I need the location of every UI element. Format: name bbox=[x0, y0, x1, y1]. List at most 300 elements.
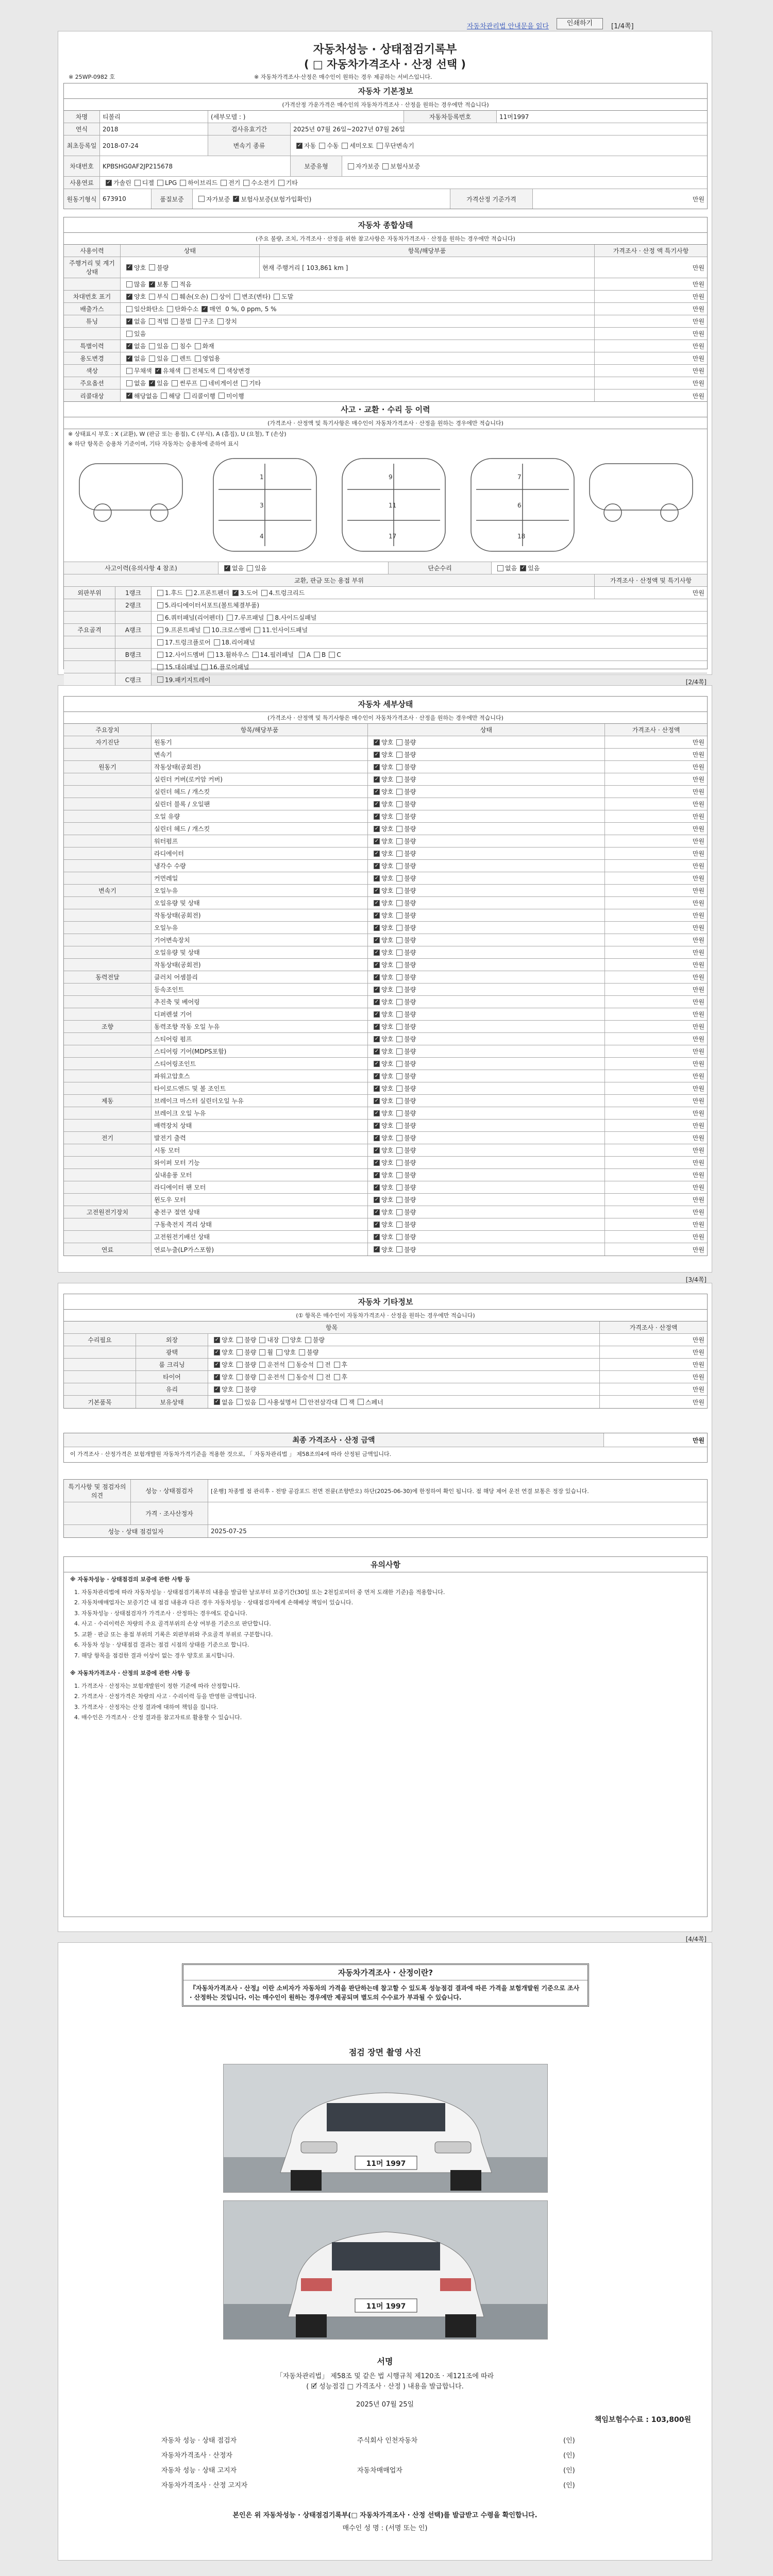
checkbox[interactable] bbox=[276, 1349, 282, 1355]
checkbox[interactable]: ✓ bbox=[127, 393, 132, 398]
checkbox[interactable] bbox=[254, 627, 260, 633]
front-plate: 11머 1997 bbox=[366, 2160, 406, 2168]
checkbox[interactable] bbox=[288, 1374, 294, 1380]
opt-good: 양호 bbox=[381, 788, 394, 795]
checkbox[interactable] bbox=[198, 196, 205, 202]
checkbox[interactable] bbox=[200, 380, 207, 386]
checkbox[interactable] bbox=[396, 937, 402, 943]
checkbox[interactable] bbox=[261, 590, 267, 596]
checkbox[interactable] bbox=[237, 1362, 243, 1368]
page-number: [3/4쪽] bbox=[685, 1276, 707, 1283]
checkbox[interactable] bbox=[396, 1036, 402, 1042]
checkbox[interactable] bbox=[157, 627, 163, 633]
checkbox[interactable]: ✓ bbox=[374, 764, 379, 770]
law-notice-link[interactable]: 자동차관리법 안내문을 읽다 bbox=[467, 23, 549, 30]
checkbox[interactable] bbox=[319, 143, 325, 149]
amount-unit: 만원 bbox=[692, 998, 704, 1006]
checkbox[interactable]: ✓ bbox=[297, 142, 302, 148]
checkbox[interactable] bbox=[149, 318, 155, 325]
checkbox[interactable] bbox=[259, 1399, 265, 1405]
checkbox[interactable] bbox=[259, 1349, 265, 1355]
checkbox[interactable]: ✓ bbox=[374, 1159, 379, 1165]
checkbox[interactable] bbox=[396, 974, 402, 980]
checkbox[interactable] bbox=[172, 281, 178, 287]
label-outer-panel: 외판부위 bbox=[64, 587, 115, 599]
checkbox[interactable] bbox=[157, 615, 163, 621]
checkbox[interactable]: ✓ bbox=[127, 355, 132, 361]
part-name: 배력장치 상태 bbox=[152, 1120, 368, 1131]
checkbox[interactable]: ✓ bbox=[374, 1221, 379, 1227]
checkbox[interactable] bbox=[253, 652, 259, 658]
checkbox[interactable] bbox=[396, 900, 402, 906]
checkbox[interactable] bbox=[396, 1135, 402, 1141]
checkbox[interactable] bbox=[396, 1246, 402, 1252]
checkbox[interactable] bbox=[172, 294, 178, 300]
notice-head-2: ※ 자동차가격조사 · 산정의 보증에 관한 사항 등 bbox=[70, 1670, 190, 1676]
checkbox[interactable]: ✓ bbox=[374, 1246, 379, 1252]
part-state bbox=[368, 798, 605, 810]
other-option: 불량 bbox=[244, 1349, 257, 1356]
opt-good: 양호 bbox=[381, 1134, 394, 1142]
checkbox[interactable] bbox=[396, 1048, 402, 1055]
checkbox[interactable] bbox=[241, 380, 247, 386]
fuel-lpg: LPG bbox=[164, 179, 177, 187]
checkbox[interactable] bbox=[278, 180, 284, 186]
checkbox[interactable]: ✓ bbox=[374, 912, 379, 918]
checkbox[interactable]: ✓ bbox=[234, 196, 239, 201]
checkbox[interactable] bbox=[396, 1024, 402, 1030]
signer-seal: (인) bbox=[563, 2482, 575, 2489]
checkbox[interactable]: ✓ bbox=[374, 1147, 379, 1153]
checkbox[interactable] bbox=[172, 343, 178, 349]
checkbox[interactable] bbox=[184, 368, 190, 374]
part-state bbox=[368, 810, 605, 822]
checkbox[interactable] bbox=[180, 180, 186, 186]
device-name bbox=[64, 749, 152, 760]
amount-unit: 만원 bbox=[692, 1073, 704, 1080]
checkbox[interactable]: ✓ bbox=[374, 937, 379, 943]
checkbox[interactable] bbox=[305, 1337, 311, 1343]
part-name: 디퍼렌셜 기어 bbox=[152, 1008, 368, 1020]
part-sill: 8.사이드실패널 bbox=[275, 614, 317, 621]
opt-bad: 불량 bbox=[404, 739, 416, 746]
checkbox[interactable] bbox=[184, 393, 190, 399]
checkbox[interactable] bbox=[300, 1399, 306, 1405]
wheel-icon bbox=[604, 504, 621, 521]
part-name: 냉각수 수량 bbox=[152, 860, 368, 872]
checkbox[interactable]: ✓ bbox=[127, 293, 132, 299]
opt-good: 양호 bbox=[381, 764, 394, 771]
notice-item: 3. 자동차성능 · 상태점검자가 가격조사 · 산정하는 경우에도 같습니다. bbox=[74, 1609, 247, 1617]
checkbox[interactable]: ✓ bbox=[374, 1172, 379, 1178]
checkbox[interactable]: ✓ bbox=[374, 1184, 379, 1190]
checkbox[interactable] bbox=[396, 1234, 402, 1240]
checkbox[interactable]: ✓ bbox=[374, 900, 379, 906]
checkbox[interactable] bbox=[396, 925, 402, 931]
checkbox[interactable] bbox=[396, 1073, 402, 1079]
checkbox[interactable] bbox=[342, 143, 348, 149]
checkbox[interactable] bbox=[214, 639, 220, 646]
checkbox[interactable] bbox=[396, 962, 402, 968]
checkbox[interactable] bbox=[396, 826, 402, 832]
checkbox[interactable]: ✓ bbox=[106, 179, 111, 185]
checkbox[interactable]: ✓ bbox=[214, 1361, 220, 1367]
checkbox[interactable] bbox=[396, 1098, 402, 1104]
checkbox[interactable] bbox=[157, 602, 163, 608]
rank-2: 2랭크 bbox=[115, 599, 152, 611]
car-name: 티볼리 bbox=[100, 111, 208, 123]
opt-business: 영업용 bbox=[202, 355, 221, 362]
amount-unit: 만원 bbox=[692, 924, 704, 931]
checkbox[interactable] bbox=[237, 1386, 243, 1393]
device-name bbox=[64, 946, 152, 958]
checkbox[interactable] bbox=[126, 281, 132, 287]
checkbox[interactable]: ✓ bbox=[374, 986, 379, 992]
checkbox[interactable] bbox=[282, 1337, 289, 1343]
checkbox[interactable] bbox=[227, 615, 233, 621]
accident-head: 사고 · 교환 · 수리 등 이력 bbox=[64, 402, 707, 417]
checkbox[interactable] bbox=[195, 318, 201, 325]
checkbox[interactable]: ✓ bbox=[374, 1073, 379, 1079]
opt-structure: 구조 bbox=[202, 318, 214, 325]
part-name: 라디에이터 bbox=[152, 848, 368, 859]
checkbox[interactable] bbox=[221, 180, 227, 186]
opt-none: 없음 bbox=[232, 565, 244, 572]
checkbox[interactable]: ✓ bbox=[374, 949, 379, 955]
final-price-section bbox=[63, 1433, 708, 1463]
checkbox[interactable]: ✓ bbox=[233, 589, 238, 596]
col-part: 항목/해당부품 bbox=[152, 724, 368, 736]
opt-exists: 있음 bbox=[157, 343, 169, 350]
checkbox[interactable]: ✓ bbox=[214, 1374, 220, 1380]
checkbox[interactable] bbox=[396, 863, 402, 869]
opt-illegal: 불법 bbox=[179, 318, 192, 325]
checkbox[interactable]: ✓ bbox=[149, 281, 155, 287]
checkbox[interactable] bbox=[329, 652, 335, 658]
device-name bbox=[64, 1218, 152, 1230]
checkbox[interactable] bbox=[208, 652, 214, 658]
checkbox[interactable]: ✓ bbox=[374, 998, 379, 1005]
checkbox[interactable] bbox=[396, 1123, 402, 1129]
checkbox[interactable]: ✓ bbox=[374, 788, 379, 794]
checkbox[interactable] bbox=[126, 368, 132, 374]
label-engine: 원동기형식 bbox=[64, 189, 100, 209]
checkbox[interactable] bbox=[149, 294, 155, 300]
checkbox[interactable] bbox=[377, 143, 383, 149]
checkbox[interactable] bbox=[396, 851, 402, 857]
label-appraiser: 가격 · 조사산정자 bbox=[131, 1502, 208, 1524]
checkbox[interactable] bbox=[157, 180, 163, 186]
opt-bad: 불량 bbox=[404, 949, 416, 956]
checkbox[interactable] bbox=[396, 987, 402, 993]
checkbox[interactable] bbox=[358, 1399, 364, 1405]
checkbox[interactable]: ✓ bbox=[374, 838, 379, 844]
checkbox[interactable] bbox=[157, 590, 163, 596]
checkbox[interactable]: ✓ bbox=[374, 887, 379, 893]
part-state bbox=[368, 1206, 605, 1218]
checkbox[interactable] bbox=[396, 838, 402, 844]
checkbox[interactable]: ✓ bbox=[214, 1386, 220, 1392]
checkbox[interactable] bbox=[259, 1337, 265, 1343]
checkbox[interactable]: ✓ bbox=[374, 1060, 379, 1066]
checkbox[interactable] bbox=[396, 1160, 402, 1166]
checkbox[interactable] bbox=[299, 1349, 305, 1355]
other-option: 불량 bbox=[244, 1336, 257, 1344]
checkbox[interactable] bbox=[497, 565, 503, 571]
checkbox[interactable] bbox=[149, 264, 155, 270]
checkbox[interactable]: ✓ bbox=[374, 974, 379, 980]
other-option: 양호 bbox=[222, 1349, 234, 1356]
checkbox[interactable] bbox=[396, 888, 402, 894]
checkbox[interactable] bbox=[396, 739, 402, 745]
checkbox[interactable] bbox=[217, 318, 224, 325]
checkbox[interactable] bbox=[267, 615, 273, 621]
checkbox[interactable] bbox=[396, 1222, 402, 1228]
checkbox[interactable] bbox=[219, 393, 225, 399]
opt-bad: 불량 bbox=[404, 1209, 416, 1216]
opt-manual: 수동 bbox=[327, 142, 339, 149]
part-state bbox=[368, 1218, 605, 1230]
checkbox[interactable]: ✓ bbox=[374, 875, 379, 881]
checkbox[interactable] bbox=[396, 1086, 402, 1092]
col-state: 상태 bbox=[368, 724, 605, 736]
checkbox[interactable]: ✓ bbox=[374, 751, 379, 757]
checkbox[interactable]: ✓ bbox=[374, 1097, 379, 1104]
part-name: 작동상태(공회전) bbox=[152, 761, 368, 773]
checkbox[interactable] bbox=[396, 999, 402, 1005]
checkbox[interactable]: ✓ bbox=[374, 1085, 379, 1091]
final-price-unit: 만원 bbox=[692, 1436, 704, 1444]
amount-unit: 만원 bbox=[692, 825, 704, 833]
label-use-change: 용도변경 bbox=[64, 352, 121, 364]
amount-unit: 만원 bbox=[692, 788, 704, 795]
opt-exists: 있음 bbox=[255, 565, 267, 572]
checkbox[interactable] bbox=[259, 1374, 265, 1380]
checkbox[interactable]: ✓ bbox=[374, 850, 379, 856]
other-option: 후 bbox=[341, 1361, 348, 1368]
checkbox[interactable] bbox=[274, 294, 280, 300]
opt-color-change: 색상변경 bbox=[226, 367, 250, 375]
checkbox[interactable] bbox=[204, 627, 210, 633]
checkbox[interactable]: ✓ bbox=[214, 1336, 220, 1343]
checkbox[interactable] bbox=[211, 294, 217, 300]
opt-good: 양호 bbox=[381, 912, 394, 919]
other-state bbox=[208, 1396, 600, 1408]
checkbox[interactable] bbox=[396, 752, 402, 758]
checkbox[interactable] bbox=[396, 801, 402, 807]
checkbox[interactable] bbox=[172, 355, 178, 362]
checkbox[interactable]: ✓ bbox=[374, 1209, 379, 1215]
checkbox[interactable] bbox=[234, 294, 240, 300]
checkbox[interactable] bbox=[243, 180, 249, 186]
checkbox[interactable]: ✓ bbox=[374, 813, 379, 819]
part-name: 작동상태(공회전) bbox=[152, 959, 368, 971]
checkbox[interactable] bbox=[396, 1172, 402, 1178]
part-name: 동력조향 작동 오일 누유 bbox=[152, 1021, 368, 1032]
checkbox[interactable]: ✓ bbox=[203, 306, 207, 312]
checkbox[interactable] bbox=[172, 318, 178, 325]
checkbox[interactable] bbox=[149, 355, 155, 362]
checkbox[interactable] bbox=[126, 331, 132, 337]
checkbox[interactable]: ✓ bbox=[374, 739, 379, 745]
checkbox[interactable]: ✓ bbox=[374, 1122, 379, 1128]
opt-bad: 불량 bbox=[404, 986, 416, 993]
checkbox[interactable] bbox=[157, 652, 163, 658]
checkbox[interactable] bbox=[237, 1349, 243, 1355]
sign-text: 「자동차관리법」 제58조 및 같은 법 시행규칙 제120조 · 제121조에 따라 bbox=[276, 2372, 494, 2380]
checkbox[interactable] bbox=[299, 652, 305, 658]
opt-bad: 불량 bbox=[404, 813, 416, 820]
checkbox[interactable] bbox=[396, 1061, 402, 1067]
opt-bad: 불량 bbox=[404, 1172, 416, 1179]
checkbox[interactable] bbox=[195, 343, 201, 349]
checkbox[interactable] bbox=[396, 1209, 402, 1215]
checkbox[interactable] bbox=[396, 789, 402, 795]
checkbox[interactable] bbox=[172, 380, 178, 386]
checkbox[interactable] bbox=[259, 1362, 265, 1368]
checkbox[interactable] bbox=[396, 1197, 402, 1203]
checkbox[interactable] bbox=[334, 1362, 340, 1368]
checkbox[interactable]: ✓ bbox=[127, 318, 132, 324]
checkbox[interactable] bbox=[382, 163, 389, 170]
checkbox[interactable]: ✓ bbox=[374, 776, 379, 782]
checkbox[interactable] bbox=[237, 1399, 243, 1405]
checkbox[interactable]: ✓ bbox=[374, 1048, 379, 1054]
checkbox[interactable]: ✓ bbox=[374, 924, 379, 930]
amount-unit: 만원 bbox=[692, 1374, 704, 1381]
device-name bbox=[64, 1107, 152, 1119]
part-state bbox=[368, 1181, 605, 1193]
label-simple-repair: 단순수리 bbox=[389, 562, 492, 574]
part-number: 18 bbox=[517, 533, 526, 540]
checkbox[interactable] bbox=[157, 639, 163, 646]
checkbox[interactable] bbox=[201, 664, 208, 670]
other-item: 룸 크리닝 bbox=[136, 1359, 208, 1370]
amount-unit: 만원 bbox=[692, 739, 704, 746]
other-option: 스페너 bbox=[365, 1398, 383, 1406]
checkbox[interactable]: ✓ bbox=[374, 862, 379, 869]
car-left-outline bbox=[79, 464, 182, 510]
label-tuning: 튜닝 bbox=[64, 315, 121, 327]
checkbox[interactable] bbox=[149, 343, 155, 349]
device-name: 제동 bbox=[64, 1095, 152, 1107]
checkbox[interactable]: ✓ bbox=[374, 1134, 379, 1141]
notice-item: 7. 해당 항목을 점검한 결과 이상이 없는 경우 양호로 표시합니다. bbox=[74, 1652, 235, 1659]
checkbox[interactable]: ✓ bbox=[127, 264, 132, 270]
reg-no: 11머1997 bbox=[499, 113, 529, 121]
checkbox[interactable]: ✓ bbox=[127, 343, 132, 349]
fuel-gasoline: 가솔린 bbox=[113, 179, 131, 187]
checkbox[interactable] bbox=[186, 590, 192, 596]
checkbox[interactable] bbox=[396, 950, 402, 956]
checkbox[interactable] bbox=[334, 1374, 340, 1380]
checkbox[interactable]: ✓ bbox=[374, 1036, 379, 1042]
other-option: 불량 bbox=[307, 1349, 319, 1356]
checkbox[interactable]: ✓ bbox=[374, 1110, 379, 1116]
opt-semi: 세미오토 bbox=[349, 142, 374, 149]
opt-full-paint: 전체도색 bbox=[191, 367, 215, 375]
checkbox[interactable]: ✓ bbox=[214, 1399, 220, 1404]
checkbox[interactable]: ✓ bbox=[520, 565, 526, 571]
checkbox[interactable]: ✓ bbox=[374, 961, 379, 968]
checkbox[interactable]: ✓ bbox=[374, 825, 379, 832]
opt-achromatic: 무채색 bbox=[134, 367, 152, 375]
amount-unit: 만원 bbox=[692, 1361, 704, 1368]
checkbox[interactable]: ✓ bbox=[156, 367, 160, 374]
checkbox[interactable] bbox=[396, 814, 402, 820]
checkbox[interactable] bbox=[341, 1399, 347, 1405]
part-state bbox=[368, 1231, 605, 1243]
label-blank bbox=[64, 278, 121, 290]
checkbox[interactable] bbox=[396, 912, 402, 919]
checkbox[interactable] bbox=[314, 652, 320, 658]
opt-good: 양호 bbox=[381, 1246, 394, 1253]
checkbox[interactable]: ✓ bbox=[225, 565, 230, 571]
checkbox[interactable]: ✓ bbox=[374, 1023, 379, 1029]
accident-legend: ※ 상태표시 부호 : X (교환), W (판금 또는 용접), C (부식), A (흠집), U (요철), T (손상) bbox=[68, 431, 287, 437]
checkbox[interactable]: ✓ bbox=[374, 1011, 379, 1017]
checkbox[interactable] bbox=[157, 676, 163, 683]
checkbox[interactable] bbox=[396, 1147, 402, 1154]
amount-unit: 만원 bbox=[692, 392, 704, 400]
label-frame: 주요골격 bbox=[64, 624, 115, 636]
checkbox[interactable] bbox=[396, 1110, 402, 1116]
print-button[interactable]: 인쇄하기 bbox=[557, 18, 603, 29]
label-remarks: 특기사항 및 점검자의 의견 bbox=[64, 1480, 131, 1502]
checkbox[interactable] bbox=[396, 1011, 402, 1018]
notice-item: 4. 사고 · 수리이력은 차량의 주요 골격부위의 손상 여부를 기준으로 판단합니다. bbox=[74, 1620, 271, 1627]
checkbox[interactable] bbox=[195, 355, 201, 362]
device-name: 원동기 bbox=[64, 761, 152, 773]
part-wheel-house: 13.휠하우스 bbox=[215, 651, 249, 658]
checkbox[interactable]: ✓ bbox=[214, 1349, 220, 1355]
checkbox[interactable] bbox=[317, 1374, 323, 1380]
opt-good: 양호 bbox=[381, 1184, 394, 1191]
checkbox[interactable] bbox=[237, 1374, 243, 1380]
checkbox[interactable] bbox=[237, 1337, 243, 1343]
amount-unit: 만원 bbox=[692, 1386, 704, 1393]
checkbox[interactable] bbox=[288, 1362, 294, 1368]
part-rear-panel: 18.리어패널 bbox=[221, 639, 256, 646]
checkbox[interactable] bbox=[157, 664, 163, 670]
checkbox[interactable] bbox=[135, 180, 141, 186]
part-radiator: 5.라디에이터서포트(볼트체결부품) bbox=[165, 602, 260, 609]
opt-auto: 자동 bbox=[304, 142, 316, 149]
part-number: 17 bbox=[389, 533, 397, 540]
checkbox[interactable] bbox=[348, 163, 354, 170]
rear-car-image bbox=[224, 2201, 548, 2340]
checkbox[interactable] bbox=[219, 368, 225, 374]
checkbox[interactable] bbox=[161, 393, 167, 399]
opt-navigation: 네비게이션 bbox=[208, 380, 239, 387]
checkbox[interactable] bbox=[396, 1184, 402, 1191]
checkbox[interactable] bbox=[126, 306, 132, 312]
checkbox[interactable] bbox=[396, 764, 402, 770]
checkbox[interactable]: ✓ bbox=[374, 801, 379, 807]
checkbox[interactable]: ✓ bbox=[374, 1196, 379, 1202]
checkbox[interactable] bbox=[396, 776, 402, 783]
opt-bad: 불량 bbox=[404, 801, 416, 808]
checkbox[interactable]: ✓ bbox=[149, 380, 155, 386]
opt-bad: 불량 bbox=[404, 1159, 416, 1166]
checkbox[interactable] bbox=[126, 380, 132, 386]
inspector-remark: [운행] 차종별 점 관리후 - 전방 공감포드 전면 전륜(조향반오) 하단(2025-06-30)에 한정하여 확인 됩니다. 점 해당 제어 운전 연결 보통은 정장 있습니다. bbox=[211, 1487, 589, 1495]
checkbox[interactable] bbox=[396, 875, 402, 882]
checkbox[interactable] bbox=[247, 565, 253, 571]
checkbox[interactable]: ✓ bbox=[374, 1233, 379, 1240]
checkbox[interactable] bbox=[167, 306, 173, 312]
checkbox[interactable] bbox=[317, 1362, 323, 1368]
